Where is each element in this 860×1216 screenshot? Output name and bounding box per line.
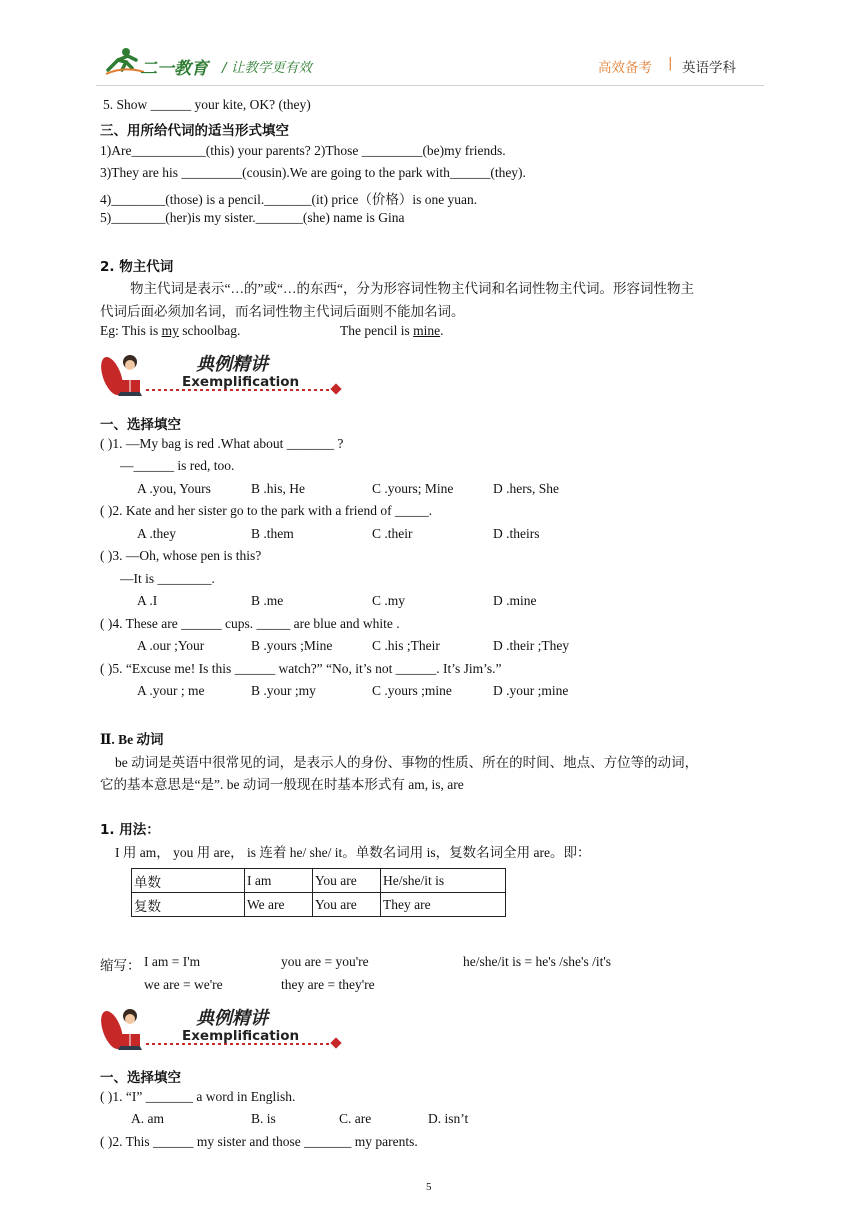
quiz1-q2-option-d: D .theirs	[493, 526, 540, 541]
quiz1-q1-option-a: A .you, Yours	[137, 481, 211, 496]
header-tag-left: 高效备考	[598, 60, 652, 76]
quiz1-q1-option-d: D .hers, She	[493, 481, 559, 496]
abbr-item-4: we are = we're	[144, 977, 223, 992]
section3-title: 三、用所给代词的适当形式填空	[100, 123, 289, 139]
quiz1-title: 一、选择填空	[100, 417, 181, 433]
table-cell: You are	[313, 869, 381, 893]
quiz1-q4-option-c: C .his ;Their	[372, 638, 440, 653]
abbr-label: 缩写：	[100, 958, 141, 973]
be-verb-table	[131, 868, 506, 917]
possessive-paragraph-1: 物主代词是表示“…的”或“…的东西“，分为形容词性物主代词和名词性物主代词。形容词性物主	[130, 281, 694, 296]
abbr-item-5: they are = they're	[281, 977, 375, 992]
quiz2-q1-option-a: A. am	[131, 1111, 164, 1126]
quiz1-q3-continuation: —It is ________.	[120, 571, 215, 586]
possessive-example-1	[100, 323, 240, 339]
quiz1-q5-option-c: C .yours ;mine	[372, 683, 452, 698]
section3-line-3: 4)________(those) is a pencil._______(it) price（价格）is one yuan.	[100, 192, 478, 207]
table-row	[132, 869, 506, 893]
table-cell: We are	[245, 893, 313, 917]
header-tag-right: 英语学科	[682, 60, 736, 76]
top-exercise-item: 5. Show ______ your kite, OK? (they)	[103, 97, 311, 112]
header-separator: |	[668, 55, 673, 71]
table-cell: I am	[245, 869, 313, 893]
page-number: 5	[426, 1181, 432, 1193]
brand-slogan: / 让教学更有效	[222, 60, 312, 76]
quiz1-q3-option-c: C .my	[372, 593, 406, 608]
exemplification-banner-2	[100, 1004, 345, 1056]
usage-title: 1. 用法：	[100, 822, 160, 838]
table-cell: He/she/it is	[381, 869, 506, 893]
example2-prefix: The pencil is	[340, 323, 414, 338]
quiz1-q5-option-b: B .your ;my	[251, 683, 316, 698]
table-cell: 单数	[132, 869, 245, 893]
table-cell: 复数	[132, 893, 245, 917]
quiz1-q3-option-d: D .mine	[493, 593, 537, 608]
banner-title-en: Exemplification	[182, 374, 300, 390]
quiz1-q1-option-b: B .his, He	[251, 481, 305, 496]
banner-title-cn: 典例精讲	[196, 354, 268, 375]
be-paragraph-1: be 动词是英语中很常见的词，是表示人的身份、事物的性质、所在的时间、地点、方位等的动词，	[115, 755, 699, 770]
quiz1-q5-option-a: A .your ; me	[137, 683, 205, 698]
abbr-item-1: I am = I'm	[144, 954, 201, 969]
quiz1-q3: ( )3. —Oh, whose pen is this?	[100, 548, 262, 563]
example-word-my: my	[161, 323, 179, 338]
abbr-item-2: you are = you're	[281, 954, 369, 969]
table-cell: You are	[313, 893, 381, 917]
quiz1-q1-continuation: —______ is red, too.	[120, 458, 235, 473]
table-cell: They are	[381, 893, 506, 917]
quiz1-q2-option-c: C .their	[372, 526, 413, 541]
be-section-title: Ⅱ. Be 动词	[100, 732, 164, 747]
header-divider	[96, 85, 764, 86]
quiz1-q2-option-b: B .them	[251, 526, 294, 541]
quiz2-q2: ( )2. This ______ my sister and those _______ my parents.	[100, 1134, 418, 1149]
section3-line-4: 5)________(her)is my sister._______(she) name is Gina	[100, 210, 405, 225]
quiz1-q1: ( )1. —My bag is red .What about _______ ?	[100, 436, 344, 451]
quiz1-q4: ( )4. These are ______ cups. _____ are blue and white .	[100, 616, 400, 631]
quiz1-q4-option-a: A .our ;Your	[137, 638, 205, 653]
quiz1-q5-option-d: D .your ;mine	[493, 683, 569, 698]
banner-title-cn: 典例精讲	[196, 1008, 268, 1029]
brand-name: 二一教育	[140, 59, 208, 79]
example-word-mine: mine	[413, 323, 441, 338]
be-paragraph-2: 它的基本意思是“是”. be 动词一般现在时基本形式有 am, is, are	[100, 777, 464, 792]
example-suffix: schoolbag.	[178, 323, 241, 338]
possessive-paragraph-2: 代词后面必须加名词，而名词性物主代词后面则不能加名词。	[100, 304, 465, 319]
quiz1-q3-option-b: B .me	[251, 593, 284, 608]
quiz1-q5: ( )5. “Excuse me! Is this ______ watch?” “No, it’s not ______. It’s Jim’s.”	[100, 661, 502, 676]
quiz1-q4-option-b: B .yours ;Mine	[251, 638, 333, 653]
quiz1-q4-option-d: D .their ;They	[493, 638, 570, 653]
quiz1-q3-option-a: A .I	[137, 593, 158, 608]
quiz2-q1-option-d: D. isn’t	[428, 1111, 469, 1126]
banner-title-en: Exemplification	[182, 1028, 300, 1044]
quiz2-q1-option-c: C. are	[339, 1111, 372, 1126]
possessive-title: 2. 物主代词	[100, 259, 174, 275]
usage-text: I 用 am， you 用 are， is 连着 he/ she/ it。单数名词用 is，复数名词全用 are。即：	[115, 845, 591, 860]
abbr-item-3: he/she/it is = he's /she's /it's	[463, 954, 612, 969]
quiz2-q1: ( )1. “I” _______ a word in English.	[100, 1089, 296, 1104]
section3-line-2: 3)They are his _________(cousin).We are going to the park with______(they).	[100, 165, 526, 180]
quiz1-q2: ( )2. Kate and her sister go to the park with a friend of _____.	[100, 503, 433, 518]
quiz2-title: 一、选择填空	[100, 1070, 181, 1086]
runner-icon	[106, 48, 144, 74]
quiz1-q2-option-a: A .they	[137, 526, 176, 541]
quiz1-q1-option-c: C .yours; Mine	[372, 481, 454, 496]
quiz2-q1-option-b: B. is	[251, 1111, 276, 1126]
possessive-example-2	[340, 323, 443, 339]
example2-suffix: .	[440, 323, 444, 338]
exemplification-banner-1	[100, 350, 345, 402]
section3-line-1: 1)Are___________(this) your parents? 2)Those _________(be)my friends.	[100, 143, 506, 158]
example-prefix: Eg: This is	[100, 323, 162, 338]
table-row	[132, 893, 506, 917]
